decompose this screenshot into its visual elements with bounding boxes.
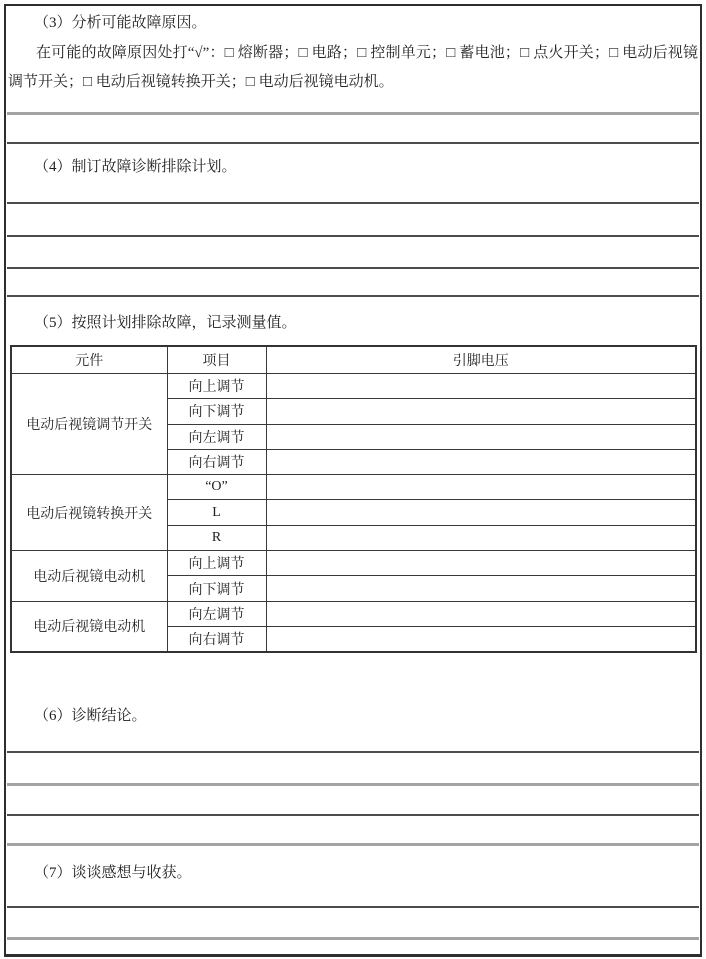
voltage-cell	[266, 449, 696, 474]
ruled-line	[7, 142, 699, 144]
measurement-table	[10, 345, 697, 653]
page-border-frame	[4, 4, 702, 957]
ruled-line	[7, 267, 699, 269]
item-cell: R	[167, 525, 266, 550]
item-cell: 向右调节	[167, 449, 266, 474]
item-cell: 向右调节	[167, 626, 266, 652]
component-cell: 电动后视镜调节开关	[11, 374, 167, 475]
item-cell: 向上调节	[167, 551, 266, 576]
voltage-cell	[266, 626, 696, 652]
component-cell: 电动后视镜电动机	[11, 601, 167, 652]
header-component: 元件	[11, 346, 167, 374]
voltage-cell	[266, 525, 696, 550]
voltage-cell	[266, 500, 696, 525]
item-cell: 向下调节	[167, 399, 266, 424]
table-row	[11, 601, 696, 626]
ruled-line	[7, 906, 699, 908]
section-6-heading: （6）诊断结论。	[34, 708, 147, 724]
component-cell: 电动后视镜电动机	[11, 551, 167, 602]
item-cell: 向下调节	[167, 576, 266, 601]
voltage-cell	[266, 601, 696, 626]
item-cell: L	[167, 500, 266, 525]
ruled-line	[7, 235, 699, 237]
section-3-checkbox-paragraph: 在可能的故障原因处打“√”：□ 熔断器；□ 电路；□ 控制单元；□ 蓄电池；□ 点火开关；□ 电动后视镜调节开关；□ 电动后视镜转换开关；□ 电动后视镜电动机。	[8, 45, 698, 90]
item-cell: 向左调节	[167, 601, 266, 626]
voltage-cell	[266, 374, 696, 399]
section-3-heading: （3）分析可能故障原因。	[34, 15, 207, 31]
table-row	[11, 551, 696, 576]
item-cell: 向左调节	[167, 424, 266, 449]
section-4-heading: （4）制订故障诊断排除计划。	[34, 159, 237, 175]
table-row	[11, 475, 696, 500]
ruled-line	[7, 112, 699, 115]
item-cell: “O”	[167, 475, 266, 500]
ruled-line	[7, 295, 699, 297]
voltage-cell	[266, 399, 696, 424]
ruled-line	[7, 783, 699, 786]
header-pin-voltage: 引脚电压	[266, 346, 696, 374]
ruled-line	[7, 751, 699, 753]
header-item: 项目	[167, 346, 266, 374]
voltage-cell	[266, 475, 696, 500]
ruled-line	[7, 814, 699, 816]
voltage-cell	[266, 576, 696, 601]
section-7-heading: （7）谈谈感想与收获。	[34, 865, 192, 881]
section-5-heading: （5）按照计划排除故障，记录测量值。	[34, 315, 297, 331]
component-cell: 电动后视镜转换开关	[11, 475, 167, 551]
table-row	[11, 374, 696, 399]
ruled-line	[7, 843, 699, 846]
ruled-line	[7, 202, 699, 204]
item-cell: 向上调节	[167, 374, 266, 399]
ruled-line	[7, 937, 699, 940]
table-header-row	[11, 346, 696, 374]
voltage-cell	[266, 551, 696, 576]
voltage-cell	[266, 424, 696, 449]
